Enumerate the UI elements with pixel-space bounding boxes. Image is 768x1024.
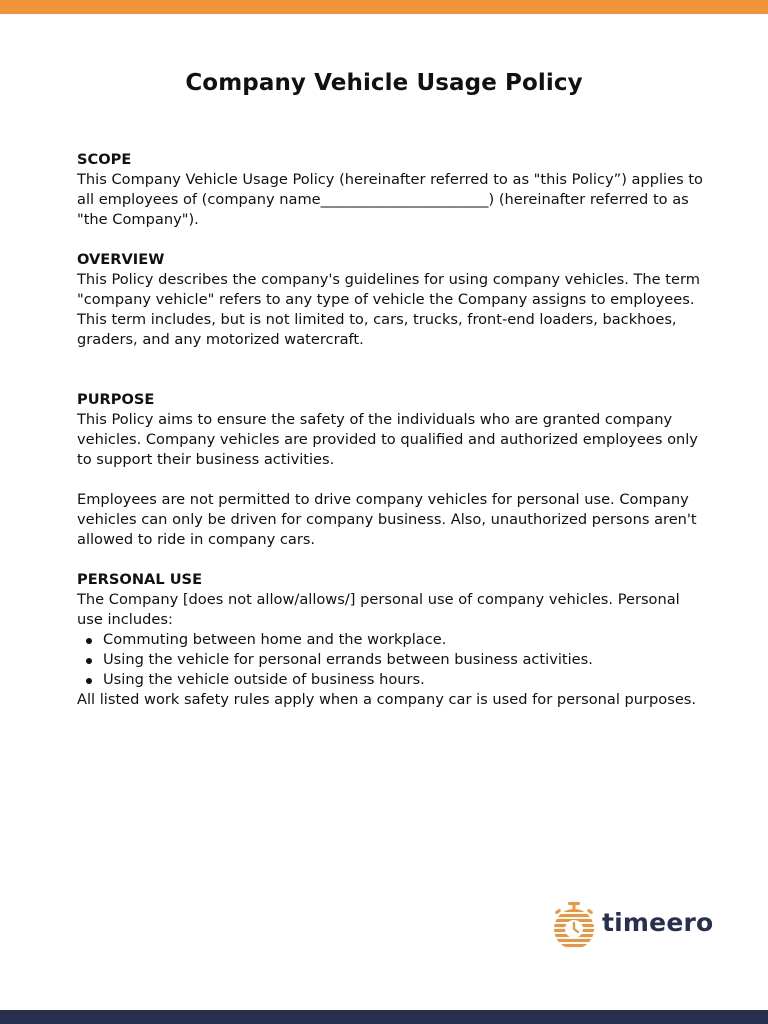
overview-section <box>77 250 707 350</box>
overview-heading: OVERVIEW <box>77 251 165 268</box>
scope-section <box>77 150 707 230</box>
list-item <box>77 650 707 670</box>
bullet-icon <box>86 678 92 684</box>
scope-heading: SCOPE <box>77 151 132 168</box>
list-item-text: Using the vehicle for personal errands between business activities. <box>103 651 593 668</box>
document-title: Company Vehicle Usage Policy <box>185 70 583 96</box>
personal-use-section <box>77 570 707 710</box>
top-accent-bar <box>0 0 768 14</box>
bullet-icon <box>86 638 92 644</box>
list-item <box>77 670 707 690</box>
overview-text: This Policy describes the company's guidelines for using company vehicles. The term "company vehicle" refers to any type of vehicle the Company assigns to employees. This term includes, but is not limited to, cars, trucks, front-end loaders, backhoes, graders, and any motorized watercraft. <box>77 271 700 348</box>
purpose-text-1: This Policy aims to ensure the safety of the individuals who are granted company vehicles. Company vehicles are provided to qualified and authorized employees only to support their business activities. <box>77 411 698 468</box>
bottom-accent-bar <box>0 1010 768 1024</box>
purpose-heading: PURPOSE <box>77 391 155 408</box>
timeero-logo <box>552 901 714 951</box>
personal-use-heading: PERSONAL USE <box>77 571 203 588</box>
list-item-text: Using the vehicle outside of business hours. <box>103 671 425 688</box>
personal-use-intro: The Company [does not allow/allows/] personal use of company vehicles. Personal use includes: <box>77 591 680 628</box>
list-item-text: Commuting between home and the workplace. <box>103 631 447 648</box>
purpose-section <box>77 390 707 550</box>
document-body <box>77 150 707 710</box>
logo-wordmark: timeero <box>602 908 714 937</box>
bullet-icon <box>86 658 92 664</box>
purpose-text-2: Employees are not permitted to drive company vehicles for personal use. Company vehicles can only be driven for company business. Also, unauthorized persons aren't allowed to ride in company cars. <box>77 491 697 548</box>
personal-use-list <box>77 630 707 690</box>
scope-text: This Company Vehicle Usage Policy (hereinafter referred to as "this Policy”) applies to all employees of (company name_______________________) (hereinafter referred to as "the Company"). <box>77 171 703 228</box>
personal-use-closing: All listed work safety rules apply when a company car is used for personal purposes. <box>77 691 697 708</box>
list-item <box>77 630 707 650</box>
stopwatch-icon <box>552 901 596 951</box>
